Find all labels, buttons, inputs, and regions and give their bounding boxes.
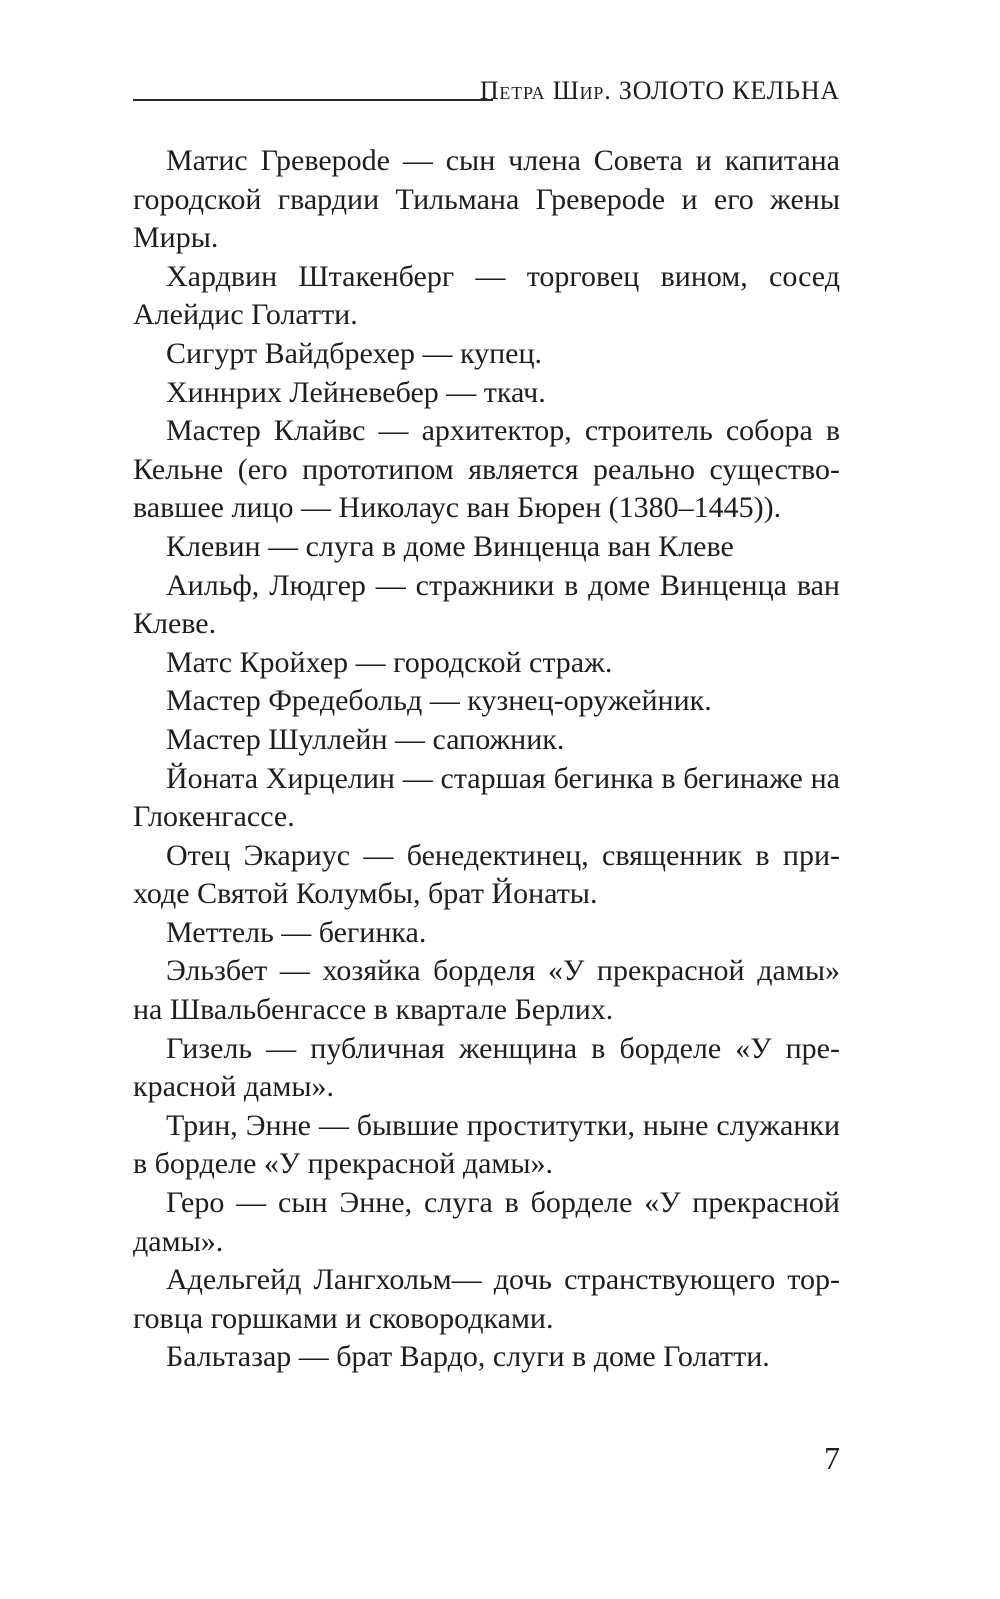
header-book-title: ЗОЛОТО КЕЛЬНА	[618, 76, 840, 105]
paragraph: Гизель — публичная женщина в борделе «У прекрасной дамы».	[133, 1031, 840, 1104]
paragraph: Эльзбет — хозяйка борделя «У прекрасной дамы» на Швальбенгассе в квартале Берлих.	[133, 954, 840, 1027]
header-rule	[133, 99, 493, 101]
character-list	[133, 142, 840, 1377]
paragraph: Бальтазар — брат Вардо, слуги в доме Голатти.	[166, 1340, 770, 1374]
header-title	[480, 78, 840, 104]
header-author: Петра Шир.	[479, 76, 612, 105]
paragraph: Сигурт Вайдбрехер — купец.	[166, 336, 543, 370]
paragraph: Адельгейд Лангхольм— дочь странствующего торговца горшками и сковородками.	[133, 1263, 840, 1335]
paragraph: Геро — сын Энне, слуга в борделе «У прекрасной дамы».	[133, 1186, 840, 1258]
paragraph: Матс Кройхер — городской страж.	[166, 645, 613, 679]
paragraph: Аильф, Людгер — стражники в доме Винценца ван Клеве.	[133, 568, 840, 641]
paragraph: Матис Греверode — сын члена Совета и капитана городской гвардии Тильмана Греверode и его жены Миры.	[133, 144, 840, 255]
page-number: 7	[824, 1440, 840, 1476]
paragraph: Хиннрих Лейневебер — ткач.	[166, 375, 546, 409]
paragraph: Клевин — слуга в доме Винценца ван Клеве	[166, 529, 734, 563]
running-header	[133, 76, 840, 108]
paragraph: Трин, Энне — бывшие проститутки, ныне служанки в борделе «У прекрасной дамы».	[133, 1108, 840, 1181]
paragraph: Хардвин Штакенберг — торговец вином, сосед Алейдис Голатти.	[133, 259, 840, 332]
paragraph: Мастер Фредебольд — кузнец-оружейник.	[166, 684, 712, 718]
paragraph: Отец Экариус — бенедектинец, священник в приходе Святой Колумбы, брат Йонаты.	[133, 838, 840, 911]
paragraph: Йоната Хирцелин — старшая бегинка в бегинаже на Глокенгассе.	[133, 761, 840, 834]
paragraph: Мастер Шуллейн — сапожник.	[166, 722, 565, 756]
paragraph: Меттель — бегинка.	[166, 915, 427, 949]
paragraph: Мастер Клайвс — архитектор, строитель собора в Кельне (его прототипом является реально существовавшее лицо — Николаус ван Бюрен (1380–1445)).	[133, 414, 840, 525]
